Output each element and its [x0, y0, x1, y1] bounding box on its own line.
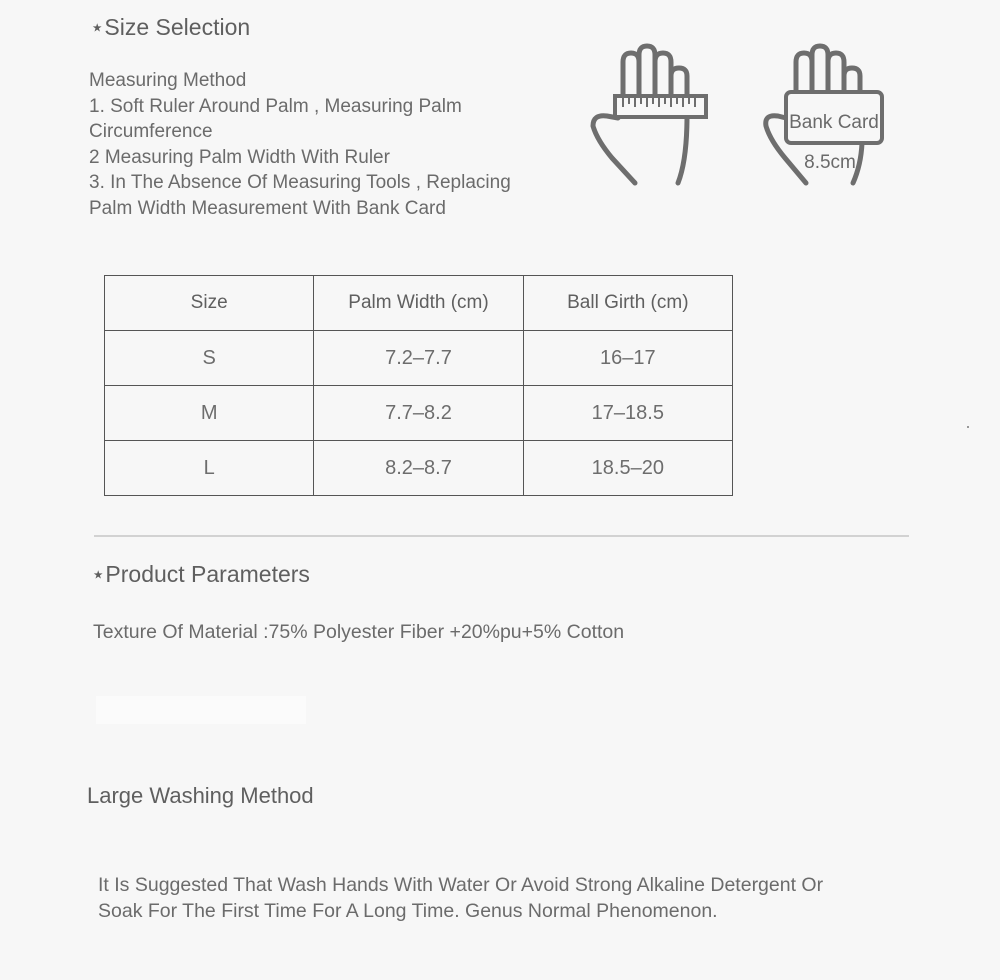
stray-dot: [967, 426, 969, 428]
size-cell: L: [105, 441, 314, 496]
washing-line: It Is Suggested That Wash Hands With Water Or Avoid Strong Alkaline Detergent Or: [98, 874, 824, 896]
measuring-method: [89, 68, 511, 221]
header-palm-width: Palm Width (cm): [314, 276, 523, 331]
measuring-method-heading: Measuring Method: [89, 70, 247, 91]
hand-with-ruler-icon: [585, 40, 715, 195]
palm-width-cell: 7.2–7.7: [314, 331, 523, 386]
size-table: [104, 275, 733, 496]
method-line: Palm Width Measurement With Bank Card: [89, 197, 446, 219]
bank-card-label: Bank Card: [789, 112, 879, 133]
table-row: [105, 331, 733, 386]
header-size: Size: [105, 276, 314, 331]
method-line: 3. In The Absence Of Measuring Tools , Replacing: [89, 172, 511, 193]
size-cell: S: [105, 331, 314, 386]
ball-girth-cell: 17–18.5: [523, 386, 732, 441]
hand-with-bank-card-icon: [758, 40, 908, 195]
size-selection-title: ⋆Size Selection: [90, 14, 251, 40]
washing-line: Soak For The First Time For A Long Time. Genus Normal Phenomenon.: [98, 899, 718, 922]
washing-title: Large Washing Method: [87, 783, 314, 808]
bank-card-width: 8.5cm: [804, 152, 856, 173]
header-ball-girth: Ball Girth (cm): [523, 276, 732, 331]
size-cell: M: [105, 386, 314, 441]
method-line: 1. Soft Ruler Around Palm , Measuring Palm: [89, 95, 462, 117]
method-line: Circumference: [89, 121, 213, 142]
palm-width-cell: 7.7–8.2: [314, 386, 523, 441]
table-row: [105, 441, 733, 496]
washing-text: [98, 873, 823, 924]
product-parameters-title: ⋆Product Parameters: [91, 561, 310, 587]
table-row: [105, 386, 733, 441]
section-divider: [94, 535, 909, 537]
ball-girth-cell: 16–17: [523, 331, 732, 386]
ball-girth-cell: 18.5–20: [523, 441, 732, 496]
blank-strip: [96, 696, 306, 724]
table-header-row: [105, 276, 733, 331]
palm-width-cell: 8.2–8.7: [314, 441, 523, 496]
method-line: 2 Measuring Palm Width With Ruler: [89, 146, 390, 168]
material-text: Texture Of Material :75% Polyester Fiber +20%pu+5% Cotton: [93, 621, 625, 643]
